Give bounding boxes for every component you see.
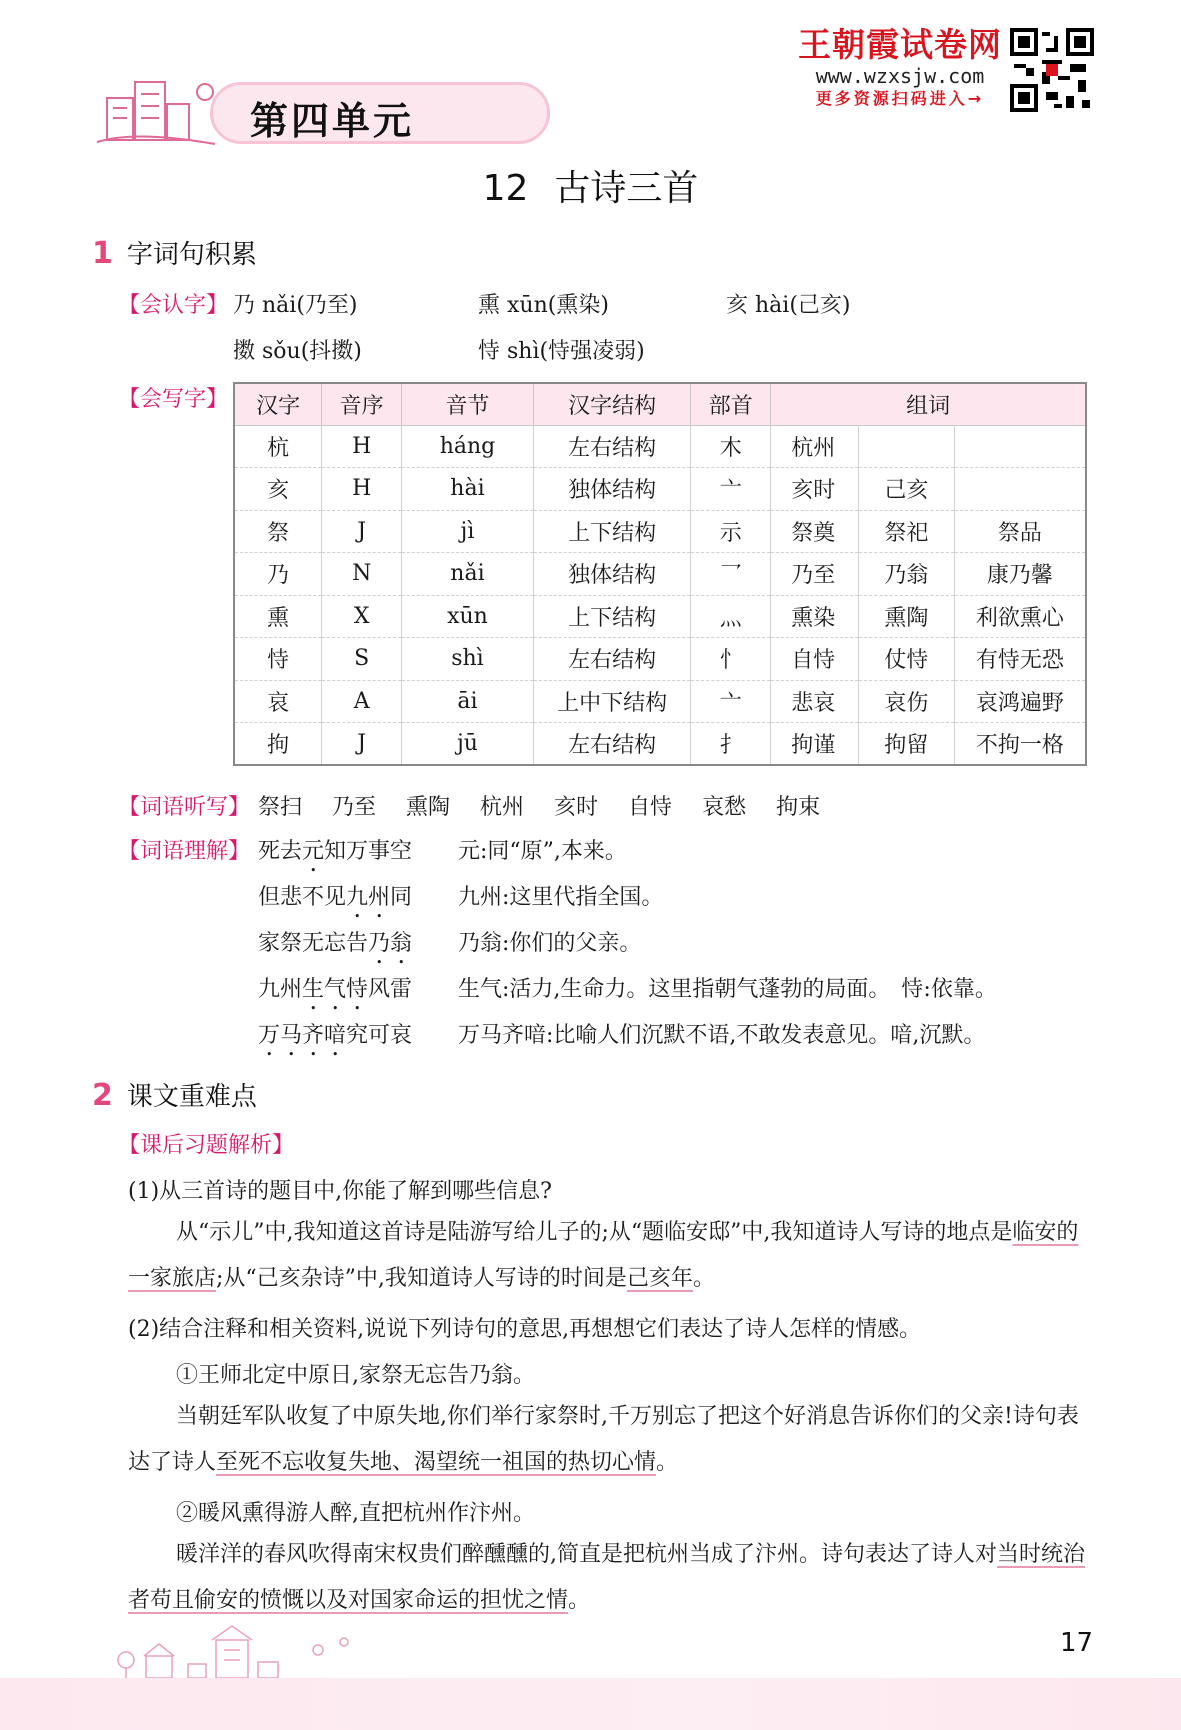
table-cell: H [322,468,402,511]
table-cell: H [322,425,402,468]
character-table [233,382,1087,766]
dictation-word: 乃至 [332,795,377,820]
recognize-item: 熏 xūn(熏染) [478,293,609,318]
table-cell: 哀伤 [859,680,955,723]
dictation-word: 熏陶 [406,795,451,820]
table-cell: 上中下结构 [533,680,691,723]
table-cell [859,425,955,468]
table-cell: xūn [402,595,534,638]
table-cell: 己亥 [859,468,955,511]
table-cell: 拘谨 [771,723,859,766]
table-cell: 左右结构 [533,638,691,681]
table-cell: 祭祀 [859,510,955,553]
recognize-item: 乃 nǎi(乃至) [233,293,358,318]
dictation-word: 亥时 [554,795,599,820]
dictation-word: 祭扫 [258,795,303,820]
table-row [234,510,1086,553]
table-cell: 仗恃 [859,638,955,681]
brand-name: 王朝霞试卷网 [798,25,1002,64]
table-cell: 左右结构 [533,723,691,766]
recognize-line-1 [118,288,228,319]
answer-highlight: 当时统治者苟且偷安的愤慨以及对国家命运的担忧之情 [128,1542,1086,1613]
answer-highlight: 临安的一家旅店 [128,1220,1079,1291]
section-1-heading: 1 字词句积累 [92,236,257,271]
recognize-item: 恃 shì(恃强凌弱) [478,339,645,364]
dictation-words [258,790,850,821]
table-cell: 熏陶 [859,595,955,638]
table-cell: 忄 [691,638,771,681]
poem-phrase: 万马齐喑究可哀 [258,1023,413,1048]
table-row [234,425,1086,468]
table-cell: 熏 [234,595,322,638]
poem-line-2: ②暖风熏得游人醉,直把杭州作汴州。 [176,1501,535,1526]
brand-tagline: 更多资源扫码进入→ [815,89,985,108]
table-cell: 利欲熏心 [954,595,1086,638]
table-cell: 拘留 [859,723,955,766]
table-cell: 哀 [234,680,322,723]
recognize-item: 亥 hài(己亥) [726,293,851,318]
section-2-heading: 2 课文重难点 [92,1078,257,1113]
table-cell: āi [402,680,534,723]
table-cell: jì [402,510,534,553]
table-row [234,553,1086,596]
understanding-tag-line [118,834,250,865]
table-cell: 示 [691,510,771,553]
table-cell: shì [402,638,534,681]
table-header: 组词 [771,383,1086,425]
dictation-word: 杭州 [480,795,525,820]
town-illustration-icon [112,1620,372,1680]
answer-highlight: 己亥年 [626,1266,693,1291]
table-cell: 杭州 [771,425,859,468]
table-cell: 上下结构 [533,595,691,638]
question-1: (1)从三首诗的题目中,你能了解到哪些信息? [128,1179,552,1204]
table-row [234,723,1086,766]
table-cell: 拘 [234,723,322,766]
poem-line-1: ①王师北定中原日,家祭无忘告乃翁。 [176,1363,535,1388]
table-cell: 恃 [234,638,322,681]
table-cell: 乃至 [771,553,859,596]
table-header: 部首 [691,383,771,425]
write-tag: 【会写字】 [118,387,229,412]
qr-code-icon[interactable] [1010,28,1094,112]
table-row [234,595,1086,638]
table-cell: háng [402,425,534,468]
table-cell: nǎi [402,553,534,596]
table-cell: 独体结构 [533,468,691,511]
exercise-tag: 【课后习题解析】 [118,1133,295,1158]
unit-banner [95,70,460,150]
table-cell: 自恃 [771,638,859,681]
phrase-explanation: 万马齐喑:比喻人们沉默不语,不敢发表意见。喑,沉默。 [458,1023,986,1048]
table-cell: 上下结构 [533,510,691,553]
brand-block [795,26,1005,110]
table-cell: 悲哀 [771,680,859,723]
exercise-tag-line [118,1128,294,1159]
city-illustration-icon [95,70,225,150]
table-cell: 祭奠 [771,510,859,553]
table-cell: 亥时 [771,468,859,511]
lesson-name: 古诗三首 [554,168,699,209]
table-cell: 康乃馨 [954,553,1086,596]
answer-highlight: 至死不忘收复失地、渴望统一祖国的热切心情 [216,1450,657,1475]
table-cell: 扌 [691,723,771,766]
dictation-word: 自恃 [628,795,673,820]
phrase-explanation: 生气:活力,生命力。这里指朝气蓬勃的局面。 恃:依靠。 [458,977,997,1002]
recognize-item: 擞 sǒu(抖擞) [233,339,362,364]
table-cell: 不拘一格 [954,723,1086,766]
table-cell: 乃 [234,553,322,596]
write-tag-line [118,382,228,413]
poem-phrase: 家祭无忘告乃翁 [258,931,413,956]
table-cell: 木 [691,425,771,468]
table-cell [954,468,1086,511]
page-number: 17 [1060,1628,1094,1658]
table-header: 音节 [402,383,534,425]
phrase-explanation: 九州:这里代指全国。 [458,885,664,910]
table-cell: 独体结构 [533,553,691,596]
dictation-word: 拘束 [776,795,821,820]
table-cell: jū [402,723,534,766]
dictation-tag: 【词语听写】 [118,795,251,820]
table-header: 音序 [322,383,402,425]
table-cell: 祭 [234,510,322,553]
table-cell: 乛 [691,553,771,596]
lesson-title [0,160,1181,211]
answer-3: 暖洋洋的春风吹得南宋权贵们醉醺醺的,简直是把杭州当成了汴州。诗句表达了诗人对当时统治者苟且偷安的愤慨以及对国家命运的担忧之情。 [128,1542,1086,1613]
poem-phrase: 但悲不见九州同 [258,885,413,910]
table-cell: 灬 [691,595,771,638]
table-cell: A [322,680,402,723]
table-cell: 有恃无恐 [954,638,1086,681]
table-cell: X [322,595,402,638]
table-cell [954,425,1086,468]
phrase-explanation: 元:同“原”,本来。 [458,839,627,864]
table-header-row [234,383,1086,425]
table-header: 汉字结构 [533,383,691,425]
brand-url[interactable]: www.wzxsjw.com [815,64,985,88]
phrase-explanation: 乃翁:你们的父亲。 [458,931,642,956]
table-cell: hài [402,468,534,511]
table-cell: N [322,553,402,596]
understanding-tag: 【词语理解】 [118,839,251,864]
table-cell: 左右结构 [533,425,691,468]
table-cell: 亠 [691,680,771,723]
recognize-tag: 【会认字】 [118,293,229,318]
table-cell: 杭 [234,425,322,468]
table-cell: 祭品 [954,510,1086,553]
table-header: 汉字 [234,383,322,425]
unit-title: 第四单元 [250,99,415,143]
table-cell: 熏染 [771,595,859,638]
poem-phrase: 九州生气恃风雷 [258,977,413,1002]
answer-2: 当朝廷军队收复了中原失地,你们举行家祭时,千万别忘了把这个好消息告诉你们的父亲!诗句表达了诗人至死不忘收复失地、渴望统一祖国的热切心情。 [128,1404,1079,1475]
table-cell: 哀鸿遍野 [954,680,1086,723]
table-cell: J [322,723,402,766]
poem-phrase: 死去元知万事空 [258,839,413,864]
question-2: (2)结合注释和相关资料,说说下列诗句的意思,再想想它们表达了诗人怎样的情感。 [128,1317,922,1342]
table-row [234,680,1086,723]
footer-band [0,1678,1181,1730]
table-cell: S [322,638,402,681]
table-row [234,468,1086,511]
dictation-word: 哀愁 [702,795,747,820]
table-cell: 乃翁 [859,553,955,596]
table-cell: 亥 [234,468,322,511]
table-cell: J [322,510,402,553]
table-row [234,638,1086,681]
dictation-line [118,790,250,821]
answer-1: 从“示儿”中,我知道这首诗是陆游写给儿子的;从“题临安邸”中,我知道诗人写诗的地点是临安的一家旅店;从“己亥杂诗”中,我知道诗人写诗的时间是己亥年。 [128,1220,1079,1291]
table-cell: 亠 [691,468,771,511]
lesson-number: 12 [482,168,529,209]
